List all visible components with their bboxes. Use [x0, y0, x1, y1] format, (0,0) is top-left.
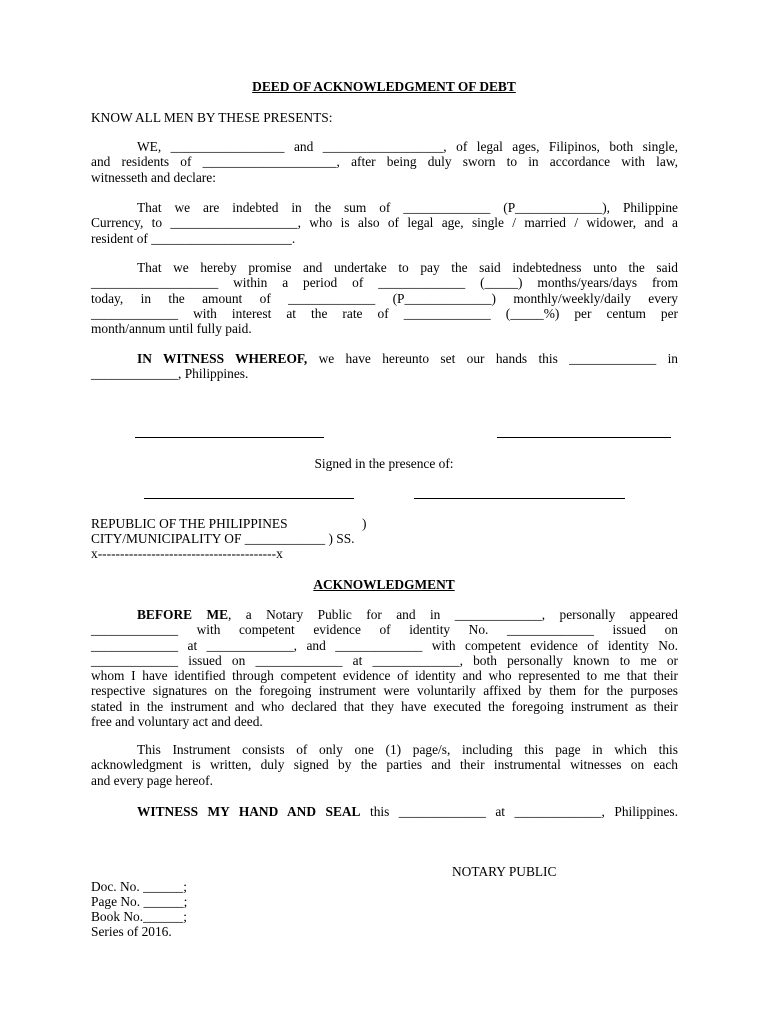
venue-republic: REPUBLIC OF THE PHILIPPINES — [91, 516, 288, 531]
series-year: Series of 2016. — [91, 924, 172, 939]
hand-and-seal-paragraph — [91, 804, 678, 819]
acknowledgment-line-6: respective signatures on the foregoing instrument were voluntarily affixed by them for the purposes — [91, 683, 678, 699]
book-number: Book No.______; — [91, 909, 187, 924]
witness-whereof-line-2: _____________, Philippines. — [91, 366, 249, 382]
instrument-paragraph — [91, 742, 678, 788]
payment-paragraph — [91, 260, 678, 336]
payment-line-4: _____________ with interest at the rate of _____________ (_____%) per centum per — [91, 305, 678, 321]
payment-line-5: month/annum until fully paid. — [91, 321, 252, 337]
acknowledgment-line-7: stated in the instrument and who declared that they have executed the foregoing instrument as their — [91, 698, 678, 714]
signature-line-witness-2 — [414, 498, 625, 499]
acknowledgment-line-4: _____________ issued on _____________ at _____________, both personally known to me or — [91, 652, 678, 668]
witness-whereof-text: we have hereunto set our hands this _____________ in — [307, 351, 678, 366]
document-title: DEED OF ACKNOWLEDGMENT OF DEBT — [252, 79, 516, 94]
instrument-line-1: This Instrument consists of only one (1) page/s, including this page in which this — [137, 742, 678, 757]
acknowledgment-line-3: _____________ at _____________, and _____________ with competent evidence of identity No. — [91, 637, 678, 653]
indebtedness-line-3: resident of _____________________. — [91, 230, 296, 246]
payment-line-1: That we hereby promise and undertake to pay the said indebtedness unto the said — [137, 260, 678, 275]
salutation: KNOW ALL MEN BY THESE PRESENTS: — [91, 110, 333, 125]
acknowledgment-line-5: whom I have identified through competent evidence of identity and who represented to me that their — [91, 668, 678, 684]
notary-public-label: NOTARY PUBLIC — [452, 864, 557, 879]
acknowledgment-line-8: free and voluntary act and deed. — [91, 714, 263, 730]
instrument-line-3: and every page hereof. — [91, 772, 213, 788]
before-me-text: , a Notary Public for and in _____________, personally appeared — [228, 607, 678, 622]
indebtedness-line-2: Currency, to ___________________, who is also of legal age, single / married / widower, and a — [91, 215, 678, 231]
payment-line-3: today, in the amount of _____________ (P_____________) monthly/weekly/daily every — [91, 290, 678, 306]
indebtedness-line-1: That we are indebted in the sum of _____________ (P_____________), Philippine — [137, 200, 678, 215]
witness-whereof-paragraph — [91, 351, 678, 382]
venue-separator: x----------------------------------------x — [91, 546, 283, 561]
indebtedness-paragraph — [91, 200, 678, 246]
witness-whereof-heading: IN WITNESS WHEREOF, — [137, 351, 308, 366]
parties-paragraph — [91, 139, 678, 185]
venue-city: CITY/MUNICIPALITY OF ____________ ) SS. — [91, 531, 355, 546]
acknowledgment-title: ACKNOWLEDGMENT — [313, 577, 455, 592]
acknowledgment-paragraph — [91, 607, 678, 729]
parties-line-3: witnesseth and declare: — [91, 169, 216, 185]
payment-line-2: ___________________ within a period of _____________ (_____) months/years/days from — [91, 275, 678, 291]
venue-paren: ) — [362, 516, 367, 531]
before-me-heading: BEFORE ME — [137, 607, 229, 622]
page-number: Page No. ______; — [91, 894, 188, 909]
parties-line-1: WE, _________________ and __________________, of legal ages, Filipinos, both single, — [137, 139, 678, 154]
acknowledgment-line-2: _____________ with competent evidence of identity No. _____________ issued on — [91, 622, 678, 638]
signature-line-witness-1 — [144, 498, 354, 499]
parties-line-2: and residents of ____________________, after being duly sworn to in accordance with law, — [91, 154, 678, 170]
doc-number: Doc. No. ______; — [91, 879, 187, 894]
signed-presence-label: Signed in the presence of: — [314, 456, 454, 471]
hand-and-seal-heading: WITNESS MY HAND AND SEAL — [137, 804, 361, 819]
signature-line-party-1 — [135, 437, 324, 438]
signature-line-party-2 — [497, 437, 671, 438]
instrument-line-2: acknowledgment is written, duly signed by the parties and their instrumental witnesses on each — [91, 757, 678, 773]
hand-and-seal-text: this _____________ at _____________, Philippines. — [360, 804, 678, 819]
